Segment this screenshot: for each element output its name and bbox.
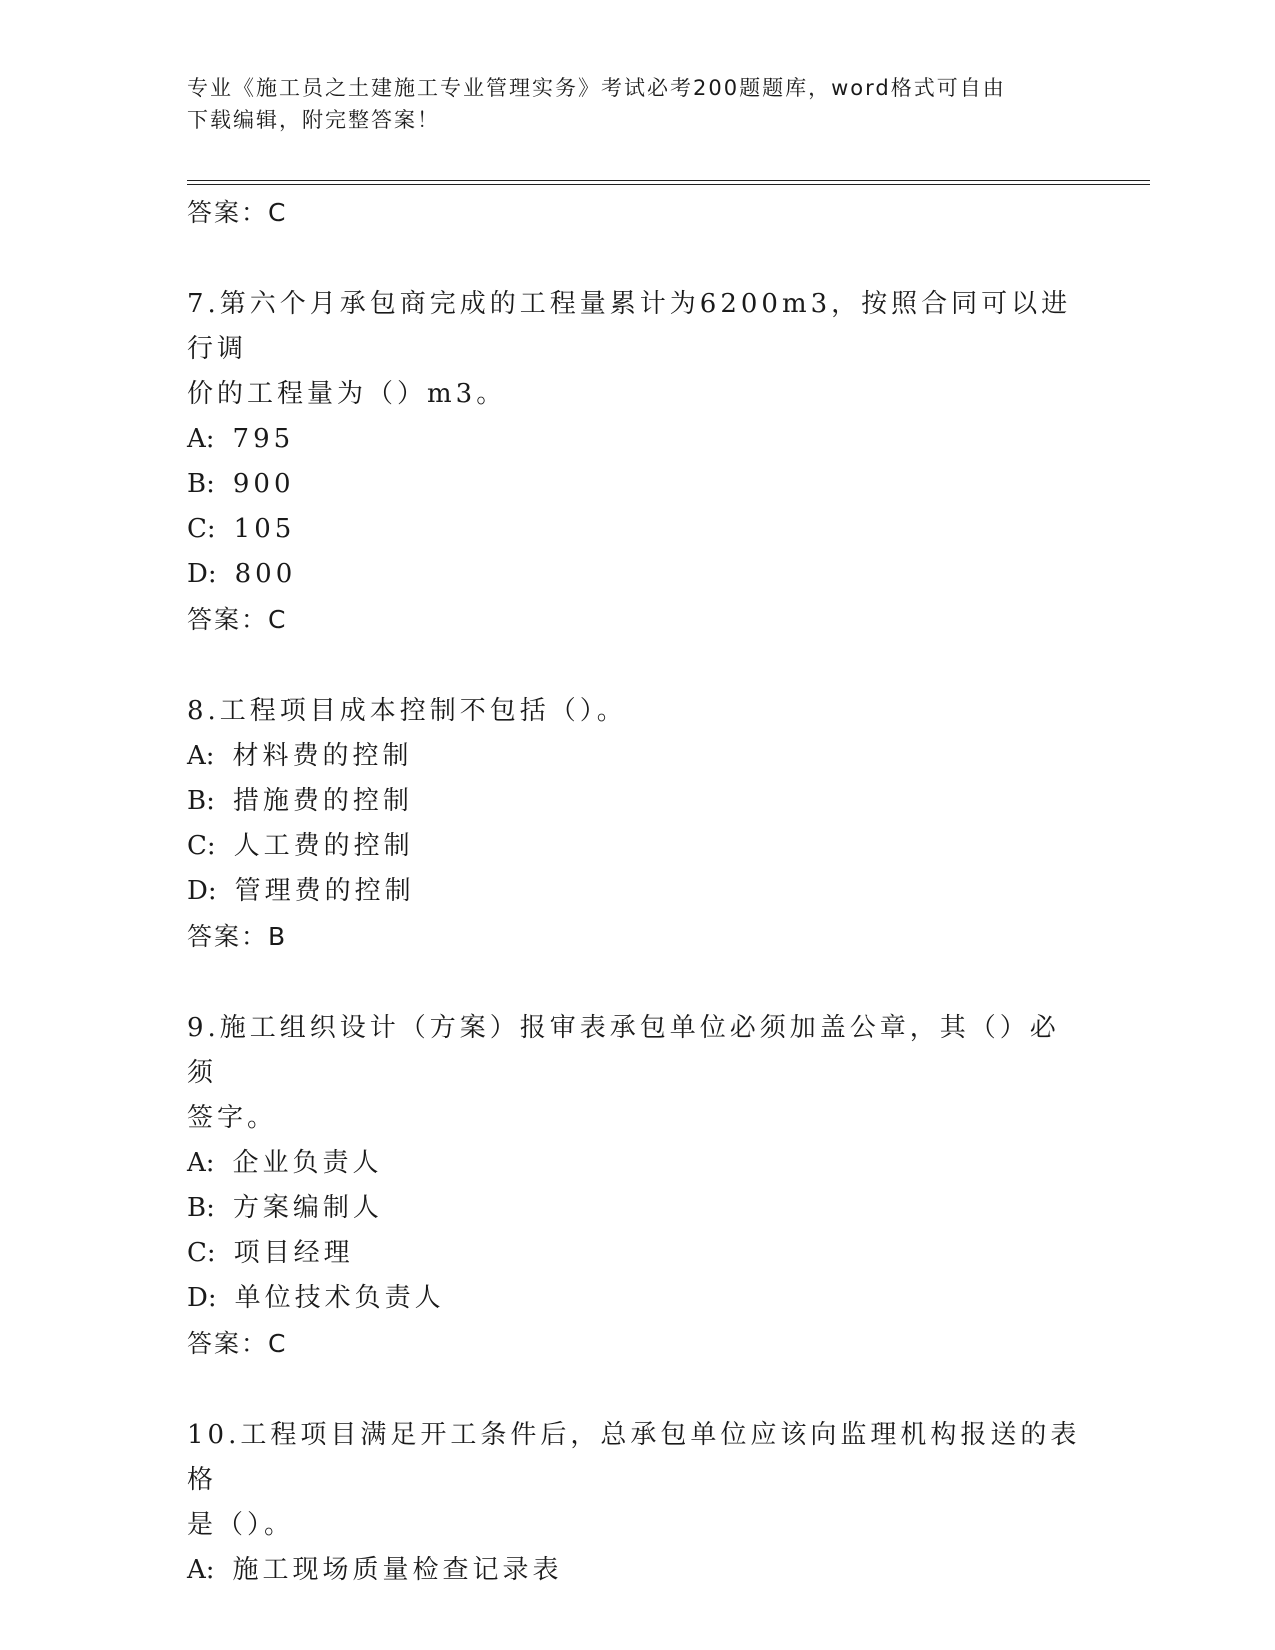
question-list — [187, 282, 1087, 1593]
option-letter: B: — [187, 786, 215, 816]
option-text: 材料费的控制 — [232, 741, 413, 771]
answer-option — [187, 507, 1087, 552]
answer-option — [187, 1548, 1087, 1593]
answer-line: 答案：C — [187, 605, 288, 634]
option-letter: A: — [187, 1148, 215, 1178]
option-text: 施工现场质量检查记录表 — [232, 1555, 563, 1585]
question-block — [187, 1006, 1087, 1366]
option-letter: C: — [187, 1238, 216, 1268]
option-letter: A: — [187, 741, 215, 771]
answer-option — [187, 824, 1087, 869]
option-letter: C: — [187, 514, 216, 544]
question-block — [187, 1413, 1087, 1593]
document-header: 专业《施工员之土建施工专业管理实务》考试必考200题题库，word格式可自由 下载编辑，附完整答案！ — [187, 76, 1006, 132]
question-block — [187, 689, 1087, 959]
option-text: 800 — [234, 559, 297, 589]
option-letter: B: — [187, 1193, 215, 1223]
answer-option — [187, 417, 1087, 462]
question-stem: 9.施工组织设计（方案）报审表承包单位必须加盖公章，其（）必须 签字。 — [187, 1013, 1060, 1133]
option-text: 管理费的控制 — [234, 876, 415, 906]
answer-line: 答案：C — [187, 1329, 288, 1358]
document-body — [187, 190, 1087, 1640]
header-divider — [187, 180, 1150, 185]
option-text: 795 — [232, 424, 295, 454]
answer-line: 答案：B — [187, 922, 288, 951]
answer-option — [187, 1276, 1087, 1321]
option-text: 单位技术负责人 — [234, 1283, 445, 1313]
answer-option — [187, 462, 1087, 507]
option-text: 方案编制人 — [232, 1193, 383, 1223]
answer-option — [187, 779, 1087, 824]
answer-option — [187, 552, 1087, 597]
option-letter: D: — [187, 1283, 217, 1313]
answer-option — [187, 734, 1087, 779]
option-text: 105 — [233, 514, 296, 544]
option-letter: A: — [187, 1555, 215, 1585]
option-text: 企业负责人 — [232, 1148, 383, 1178]
answer-option — [187, 1186, 1087, 1231]
answer-option — [187, 1231, 1087, 1276]
option-letter: D: — [187, 559, 217, 589]
answer-option — [187, 1141, 1087, 1186]
question-stem: 7.第六个月承包商完成的工程量累计为6200m3，按照合同可以进行调 价的工程量为（）m3。 — [187, 289, 1072, 409]
option-text: 项目经理 — [233, 1238, 354, 1268]
option-text: 900 — [232, 469, 295, 499]
question-stem: 10.工程项目满足开工条件后，总承包单位应该向监理机构报送的表格 是（）。 — [187, 1420, 1081, 1540]
answer-option — [187, 869, 1087, 914]
option-text: 措施费的控制 — [232, 786, 413, 816]
option-text: 人工费的控制 — [233, 831, 414, 861]
option-letter: D: — [187, 876, 217, 906]
option-letter: A: — [187, 424, 215, 454]
question-stem: 8.工程项目成本控制不包括（）。 — [187, 696, 627, 726]
answer-line: 答案：C — [187, 198, 288, 227]
option-letter: C: — [187, 831, 216, 861]
option-letter: B: — [187, 469, 215, 499]
question-block — [187, 282, 1087, 642]
